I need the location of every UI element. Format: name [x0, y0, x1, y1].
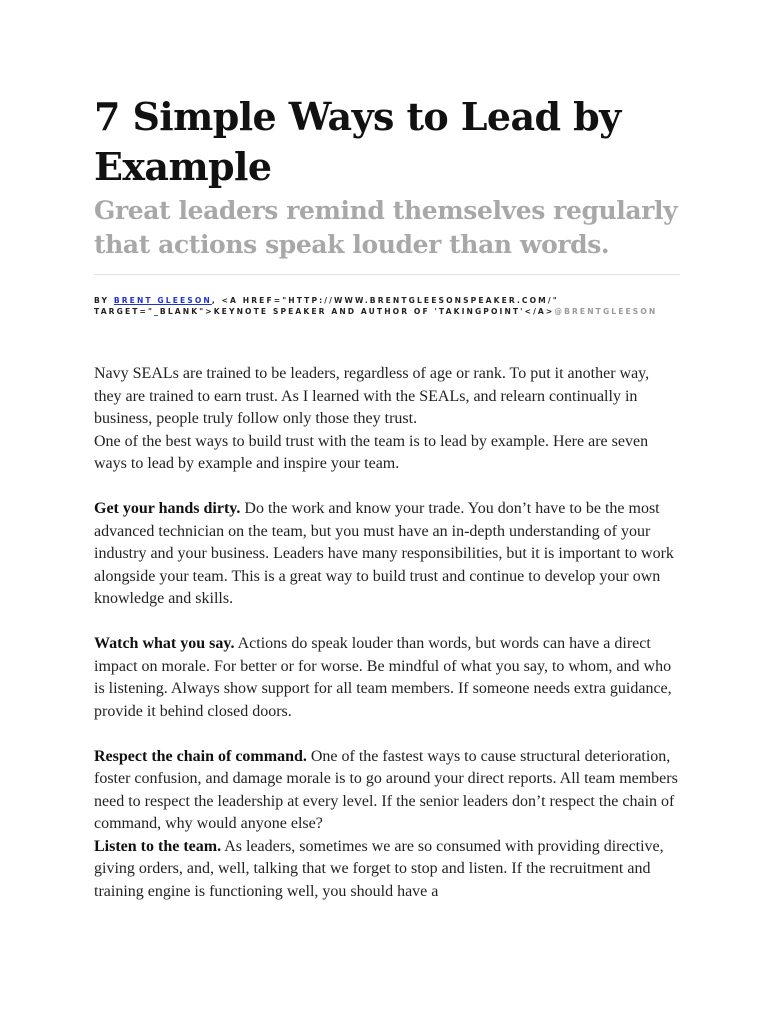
paragraph-lead: Listen to the team.	[94, 837, 222, 855]
byline-prefix: BY	[94, 296, 114, 305]
byline-separator: ,	[211, 296, 222, 305]
paragraph-text: Navy SEALs are trained to be leaders, regardless of age or rank. To put it another way, they are trained to earn trust. As I learned with the SEALs, and relearn continually in business, people truly follow only those they trust.	[94, 365, 650, 427]
article	[94, 92, 680, 903]
paragraph-lead: Respect the chain of command.	[94, 747, 307, 765]
paragraph-intro	[94, 363, 680, 431]
byline-markup-line2: TARGET="_BLANK">KEYNOTE SPEAKER AND AUTHOR OF 'TAKINGPOINT'</A>	[94, 307, 555, 316]
article-title: 7 Simple Ways to Lead by Example	[94, 94, 621, 189]
paragraph-listen	[94, 836, 680, 904]
paragraph-text: As leaders, sometimes we are so consumed with providing directive, giving orders, and, well, talking that we forget to stop and listen. If the recruitment and training engine is functioning well, you should have a	[94, 837, 664, 900]
paragraph-intro-2	[94, 431, 680, 476]
author-link[interactable]: BRENT GLEESON	[113, 296, 212, 305]
paragraph-text: Actions do speak louder than words, but words can have a direct impact on morale. For better or for worse. Be mindful of what you say, to whom, and who is listening. Always show support for all team members. If someone needs extra guidance, provide it behind closed doors.	[94, 635, 672, 720]
article-body	[94, 363, 680, 903]
twitter-handle: @BRENTGLEESON	[554, 307, 658, 316]
byline-markup-line1: <A HREF="HTTP://WWW.BRENTGLEESONSPEAKER.COM/"	[221, 296, 559, 305]
paragraph-lead: Get your hands dirty.	[94, 500, 241, 517]
paragraph-lead: Watch what you say.	[94, 635, 235, 652]
divider	[94, 274, 680, 275]
byline	[94, 295, 680, 317]
paragraph-watch-what-you-say	[94, 633, 680, 723]
article-subtitle: Great leaders remind themselves regularly that actions speak louder than words.	[94, 196, 678, 259]
paragraph-text: One of the fastest ways to cause structural deterioration, foster confusion, and damage morale is to go around your direct reports. All team members need to respect the leadership at every level. If the senior leaders don’t respect the chain of command, why would anyone else?	[94, 747, 678, 832]
paragraph-chain-of-command	[94, 746, 680, 836]
paragraph-text: Do the work and know your trade. You don’t have to be the most advanced technician on the team, but you must have an in-depth understanding of your industry and your business. Leaders have many responsibilities, but it is important to work alongside your team. This is a great way to build trust and continue to develop your own knowledge and skills.	[94, 500, 674, 607]
paragraph-hands-dirty	[94, 498, 680, 611]
paragraph-text: One of the best ways to build trust with the team is to lead by example. Here are seven ways to lead by example and inspire your team.	[94, 432, 649, 472]
